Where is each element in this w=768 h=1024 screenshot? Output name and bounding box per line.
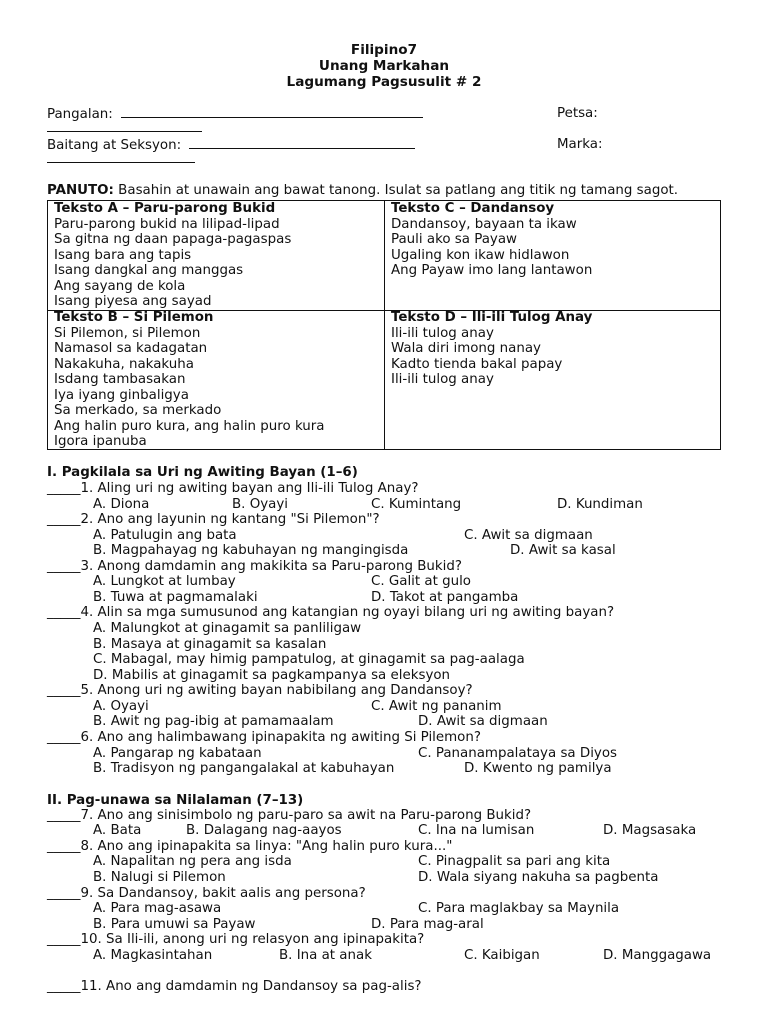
question-6-option-d: D. Kwento ng pamilya xyxy=(464,761,612,776)
text-d-line: Ili-ili tulog anay xyxy=(391,372,494,387)
question-9-option-d: D. Para mag-aral xyxy=(371,917,484,932)
question-8-option-b: B. Nalugi si Pilemon xyxy=(93,870,226,885)
section-label: Baitang at Seksyon: xyxy=(47,138,182,153)
text-b-line: Sa merkado, sa merkado xyxy=(54,403,222,418)
question-3-option-b: B. Tuwa at pagmamalaki xyxy=(93,590,258,605)
question-6-option-c: C. Pananampalataya sa Diyos xyxy=(418,746,618,761)
date-label: Petsa: xyxy=(557,106,598,121)
question-7-option-b: B. Dalagang nag-aayos xyxy=(186,823,342,838)
question-10-option-d: D. Manggagawa xyxy=(603,948,712,963)
question-7-option-c: C. Ina na lumisan xyxy=(418,823,535,838)
text-a-line: Ang sayang de kola xyxy=(54,278,186,294)
question-2-option-a: A. Patulugin ang bata xyxy=(93,528,237,543)
quarter-title: Unang Markahan xyxy=(318,58,450,74)
question-3-option-d: D. Takot at pangamba xyxy=(371,590,519,605)
question-5[interactable]: _____5. Anong uri ng awiting bayan nabibilang ang Dandansoy? xyxy=(47,683,473,698)
question-9-option-a: A. Para mag-asawa xyxy=(93,901,222,916)
instructions-text: Basahin at unawain ang bawat tanong. Isulat sa patlang ang titik ng tamang sagot. xyxy=(118,183,679,198)
text-c-line: Dandansoy, bayaan ta ikaw xyxy=(391,216,577,232)
question-4[interactable]: _____4. Alin sa mga sumusunod ang katangian ng oyayi bilang uri ng awiting bayan? xyxy=(47,605,615,620)
text-a-title: Teksto A – Paru-parong Bukid xyxy=(54,201,276,216)
text-c-line: Pauli ako sa Payaw xyxy=(391,232,517,247)
question-3[interactable]: _____3. Anong damdamin ang makikita sa Paru-parong Bukid? xyxy=(47,559,462,574)
text-b-line: Nakakuha, nakakuha xyxy=(54,356,194,372)
question-1-option-b: B. Oyayi xyxy=(232,497,289,512)
text-d-line: Kadto tienda bakal papay xyxy=(391,356,563,372)
question-8-option-c: C. Pinagpalit sa pari ang kita xyxy=(418,854,611,869)
question-9-option-b: B. Para umuwi sa Payaw xyxy=(93,917,256,932)
section-line[interactable] xyxy=(189,137,415,149)
name-line-continuation[interactable] xyxy=(47,120,202,137)
question-1-option-a: A. Diona xyxy=(93,497,150,512)
text-c-line: Ang Payaw imo lang lantawon xyxy=(391,263,593,278)
song-texts-table xyxy=(47,200,721,450)
question-9-option-c: C. Para maglakbay sa Maynila xyxy=(418,901,620,916)
question-2[interactable]: _____2. Ano ang layunin ng kantang "Si Pilemon"? xyxy=(47,512,380,527)
text-b-line: Igora ipanuba xyxy=(54,434,147,449)
question-10-option-b: B. Ina at anak xyxy=(279,948,372,963)
text-a-cell xyxy=(54,201,291,310)
text-d-title: Teksto D – Ili-ili Tulog Anay xyxy=(391,310,593,325)
question-7[interactable]: _____7. Ano ang sinisimbolo ng paru-paro sa awit na Paru-parong Bukid? xyxy=(47,808,532,823)
subject-title: Filipino7 xyxy=(350,42,418,58)
question-7-option-d: D. Magsasaka xyxy=(603,823,697,838)
text-a-line: Isang piyesa ang sayad xyxy=(54,294,212,309)
question-10-option-a: A. Magkasintahan xyxy=(93,948,213,963)
score-label: Marka: xyxy=(557,137,603,152)
question-2-option-c: C. Awit sa digmaan xyxy=(464,528,593,543)
exam-title: Lagumang Pagsusulit # 2 xyxy=(286,74,482,90)
text-a-line: Paru-parong bukid na lilipad-lipad xyxy=(54,216,280,232)
question-3-option-c: C. Galit at gulo xyxy=(371,574,472,589)
question-10[interactable]: _____10. Sa Ili-ili, anong uri ng relasyon ang ipinapakita? xyxy=(47,932,425,947)
text-d-line: Wala diri imong nanay xyxy=(391,341,541,356)
instructions-label: PANUTO: xyxy=(47,183,114,198)
name-label: Pangalan: xyxy=(47,107,113,122)
question-8-option-a: A. Napalitan ng pera ang isda xyxy=(93,854,292,869)
question-10-option-c: C. Kaibigan xyxy=(464,948,540,963)
question-6-option-b: B. Tradisyon ng pangangalakal at kabuhayan xyxy=(93,761,395,776)
text-b-line: Isdang tambasakan xyxy=(54,372,186,387)
question-4-option-c: C. Mabagal, may himig pampatulog, at ginagamit sa pag-aalaga xyxy=(93,652,525,667)
text-c-title: Teksto C – Dandansoy xyxy=(391,201,555,216)
question-7-option-a: A. Bata xyxy=(93,823,142,838)
question-5-option-b: B. Awit ng pag-ibig at pamamaalam xyxy=(93,714,334,729)
text-b-line: Iya iyang ginbaligya xyxy=(54,387,189,403)
instructions xyxy=(47,183,678,199)
question-4-option-d: D. Mabilis at ginagamit sa pagkampanya sa eleksyon xyxy=(93,668,451,683)
table-divider-vertical xyxy=(384,201,385,449)
section-line-continuation[interactable] xyxy=(47,151,195,168)
question-11[interactable]: _____11. Ano ang damdamin ng Dandansoy sa pag-alis? xyxy=(47,979,422,994)
text-b-title: Teksto B – Si Pilemon xyxy=(54,310,214,325)
text-d-line: Ili-ili tulog anay xyxy=(391,325,494,341)
question-8-option-d: D. Wala siyang nakuha sa pagbenta xyxy=(418,870,659,885)
text-b-line: Namasol sa kadagatan xyxy=(54,341,208,356)
question-2-option-b: B. Magpahayag ng kabuhayan ng mangingisda xyxy=(93,543,409,558)
question-5-option-c: C. Awit ng pananim xyxy=(371,699,502,714)
text-c-line: Ugaling kon ikaw hidlawon xyxy=(391,247,570,263)
question-4-option-b: B. Masaya at ginagamit sa kasalan xyxy=(93,637,327,652)
section-2-title: II. Pag-unawa sa Nilalaman (7–13) xyxy=(47,793,304,808)
text-c-cell xyxy=(391,201,592,279)
question-6[interactable]: _____6. Ano ang halimbawang ipinapakita ng awiting Si Pilemon? xyxy=(47,730,481,745)
question-8[interactable]: _____8. Ano ang ipinapakita sa linya: "Ang halin puro kura..." xyxy=(47,839,453,854)
section-1-title: I. Pagkilala sa Uri ng Awiting Bayan (1–6) xyxy=(47,465,358,480)
text-b-cell xyxy=(54,310,325,450)
text-a-line: Sa gitna ng daan papaga-pagaspas xyxy=(54,232,292,247)
question-2-option-d: D. Awit sa kasal xyxy=(510,543,616,558)
question-1-option-d: D. Kundiman xyxy=(557,497,643,512)
question-9[interactable]: _____9. Sa Dandansoy, bakit aalis ang persona? xyxy=(47,886,366,901)
text-d-cell xyxy=(391,310,592,388)
question-6-option-a: A. Pangarap ng kabataan xyxy=(93,746,262,761)
question-5-option-a: A. Oyayi xyxy=(93,699,149,714)
text-b-line: Ang halin puro kura, ang halin puro kura xyxy=(54,418,325,434)
question-4-option-a: A. Malungkot at ginagamit sa panliligaw xyxy=(93,621,362,636)
question-3-option-a: A. Lungkot at lumbay xyxy=(93,574,236,589)
text-a-line: Isang dangkal ang manggas xyxy=(54,263,244,278)
question-1[interactable]: _____1. Aling uri ng awiting bayan ang Ili-ili Tulog Anay? xyxy=(47,481,419,496)
text-b-line: Si Pilemon, si Pilemon xyxy=(54,325,201,341)
name-line[interactable] xyxy=(121,106,423,118)
question-5-option-d: D. Awit sa digmaan xyxy=(418,714,548,729)
text-a-line: Isang bara ang tapis xyxy=(54,247,192,263)
question-1-option-c: C. Kumintang xyxy=(371,497,462,512)
